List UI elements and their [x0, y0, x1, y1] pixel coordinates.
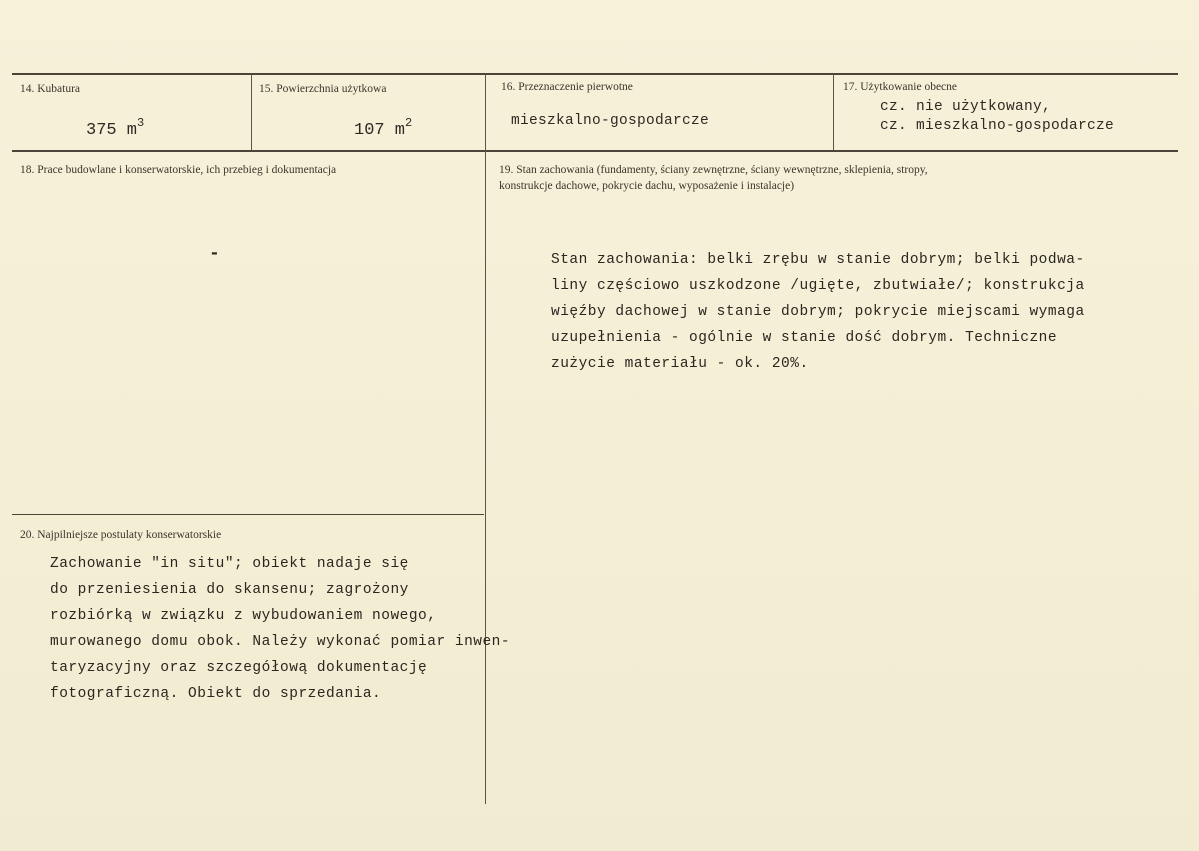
- field-20-label: 20. Najpilniejsze postulaty konserwatorskie: [20, 529, 222, 541]
- field-19-line-3: więźby dachowej w stanie dobrym; pokrycie miejscami wymaga: [551, 304, 1085, 320]
- field-16-label: 16. Przeznaczenie pierwotne: [501, 81, 633, 93]
- col-rule-2: [485, 74, 486, 804]
- field-18-value: -: [209, 244, 221, 264]
- field-14-value: [86, 116, 144, 140]
- field-14-label: 14. Kubatura: [20, 83, 81, 95]
- col-rule-3: [833, 74, 834, 150]
- field-14-number: 375 m: [86, 121, 138, 140]
- field-20-line-2: do przeniesienia do skansenu; zagrożony: [50, 582, 409, 598]
- field-20-line-1: Zachowanie "in situ"; obiekt nadaje się: [50, 556, 409, 572]
- field-20-line-6: fotograficzną. Obiekt do sprzedania.: [50, 686, 382, 702]
- field-17-line-1: cz. nie użytkowany,: [880, 99, 1052, 115]
- field-15-label: 15. Powierzchnia użytkowa: [259, 83, 387, 95]
- field-19-line-1: Stan zachowania: belki zrębu w stanie dobrym; belki podwa-: [551, 252, 1085, 268]
- col-rule-1: [251, 74, 252, 150]
- field-19-line-5: zużycie materiału - ok. 20%.: [551, 356, 809, 372]
- field-20-line-5: taryzacyjny oraz szczegółową dokumentację: [50, 660, 428, 676]
- field-19-line-2: liny częściowo uszkodzone /ugięte, zbutwiałe/; konstrukcja: [551, 278, 1085, 294]
- field-15-number: 107 m: [354, 121, 406, 140]
- field-19-line-4: uzupełnienia - ogólnie w stanie dość dobrym. Techniczne: [551, 330, 1058, 346]
- field-18-label: 18. Prace budowlane i konserwatorskie, ich przebieg i dokumentacja: [20, 164, 337, 176]
- field-20-line-4: murowanego domu obok. Należy wykonać pomiar inwen-: [50, 634, 511, 650]
- field-17-label: 17. Użytkowanie obecne: [843, 81, 958, 93]
- field-14-exponent: 3: [137, 116, 145, 130]
- field-19-label-line-2: konstrukcje dachowe, pokrycie dachu, wyposażenie i instalacje): [499, 180, 795, 192]
- field-16-value: mieszkalno-gospodarcze: [511, 113, 710, 129]
- field-17-line-2: cz. mieszkalno-gospodarcze: [880, 118, 1115, 134]
- row-rule-2: [12, 514, 484, 515]
- row-rule-1: [12, 150, 1178, 152]
- field-15-exponent: 2: [405, 116, 413, 130]
- field-15-value: [354, 116, 412, 140]
- field-20-line-3: rozbiórką w związku z wybudowaniem nowego,: [50, 608, 437, 624]
- top-rule: [12, 73, 1178, 75]
- field-19-label-line-1: 19. Stan zachowania (fundamenty, ściany zewnętrzne, ściany wewnętrzne, sklepienia, stropy,: [499, 164, 928, 176]
